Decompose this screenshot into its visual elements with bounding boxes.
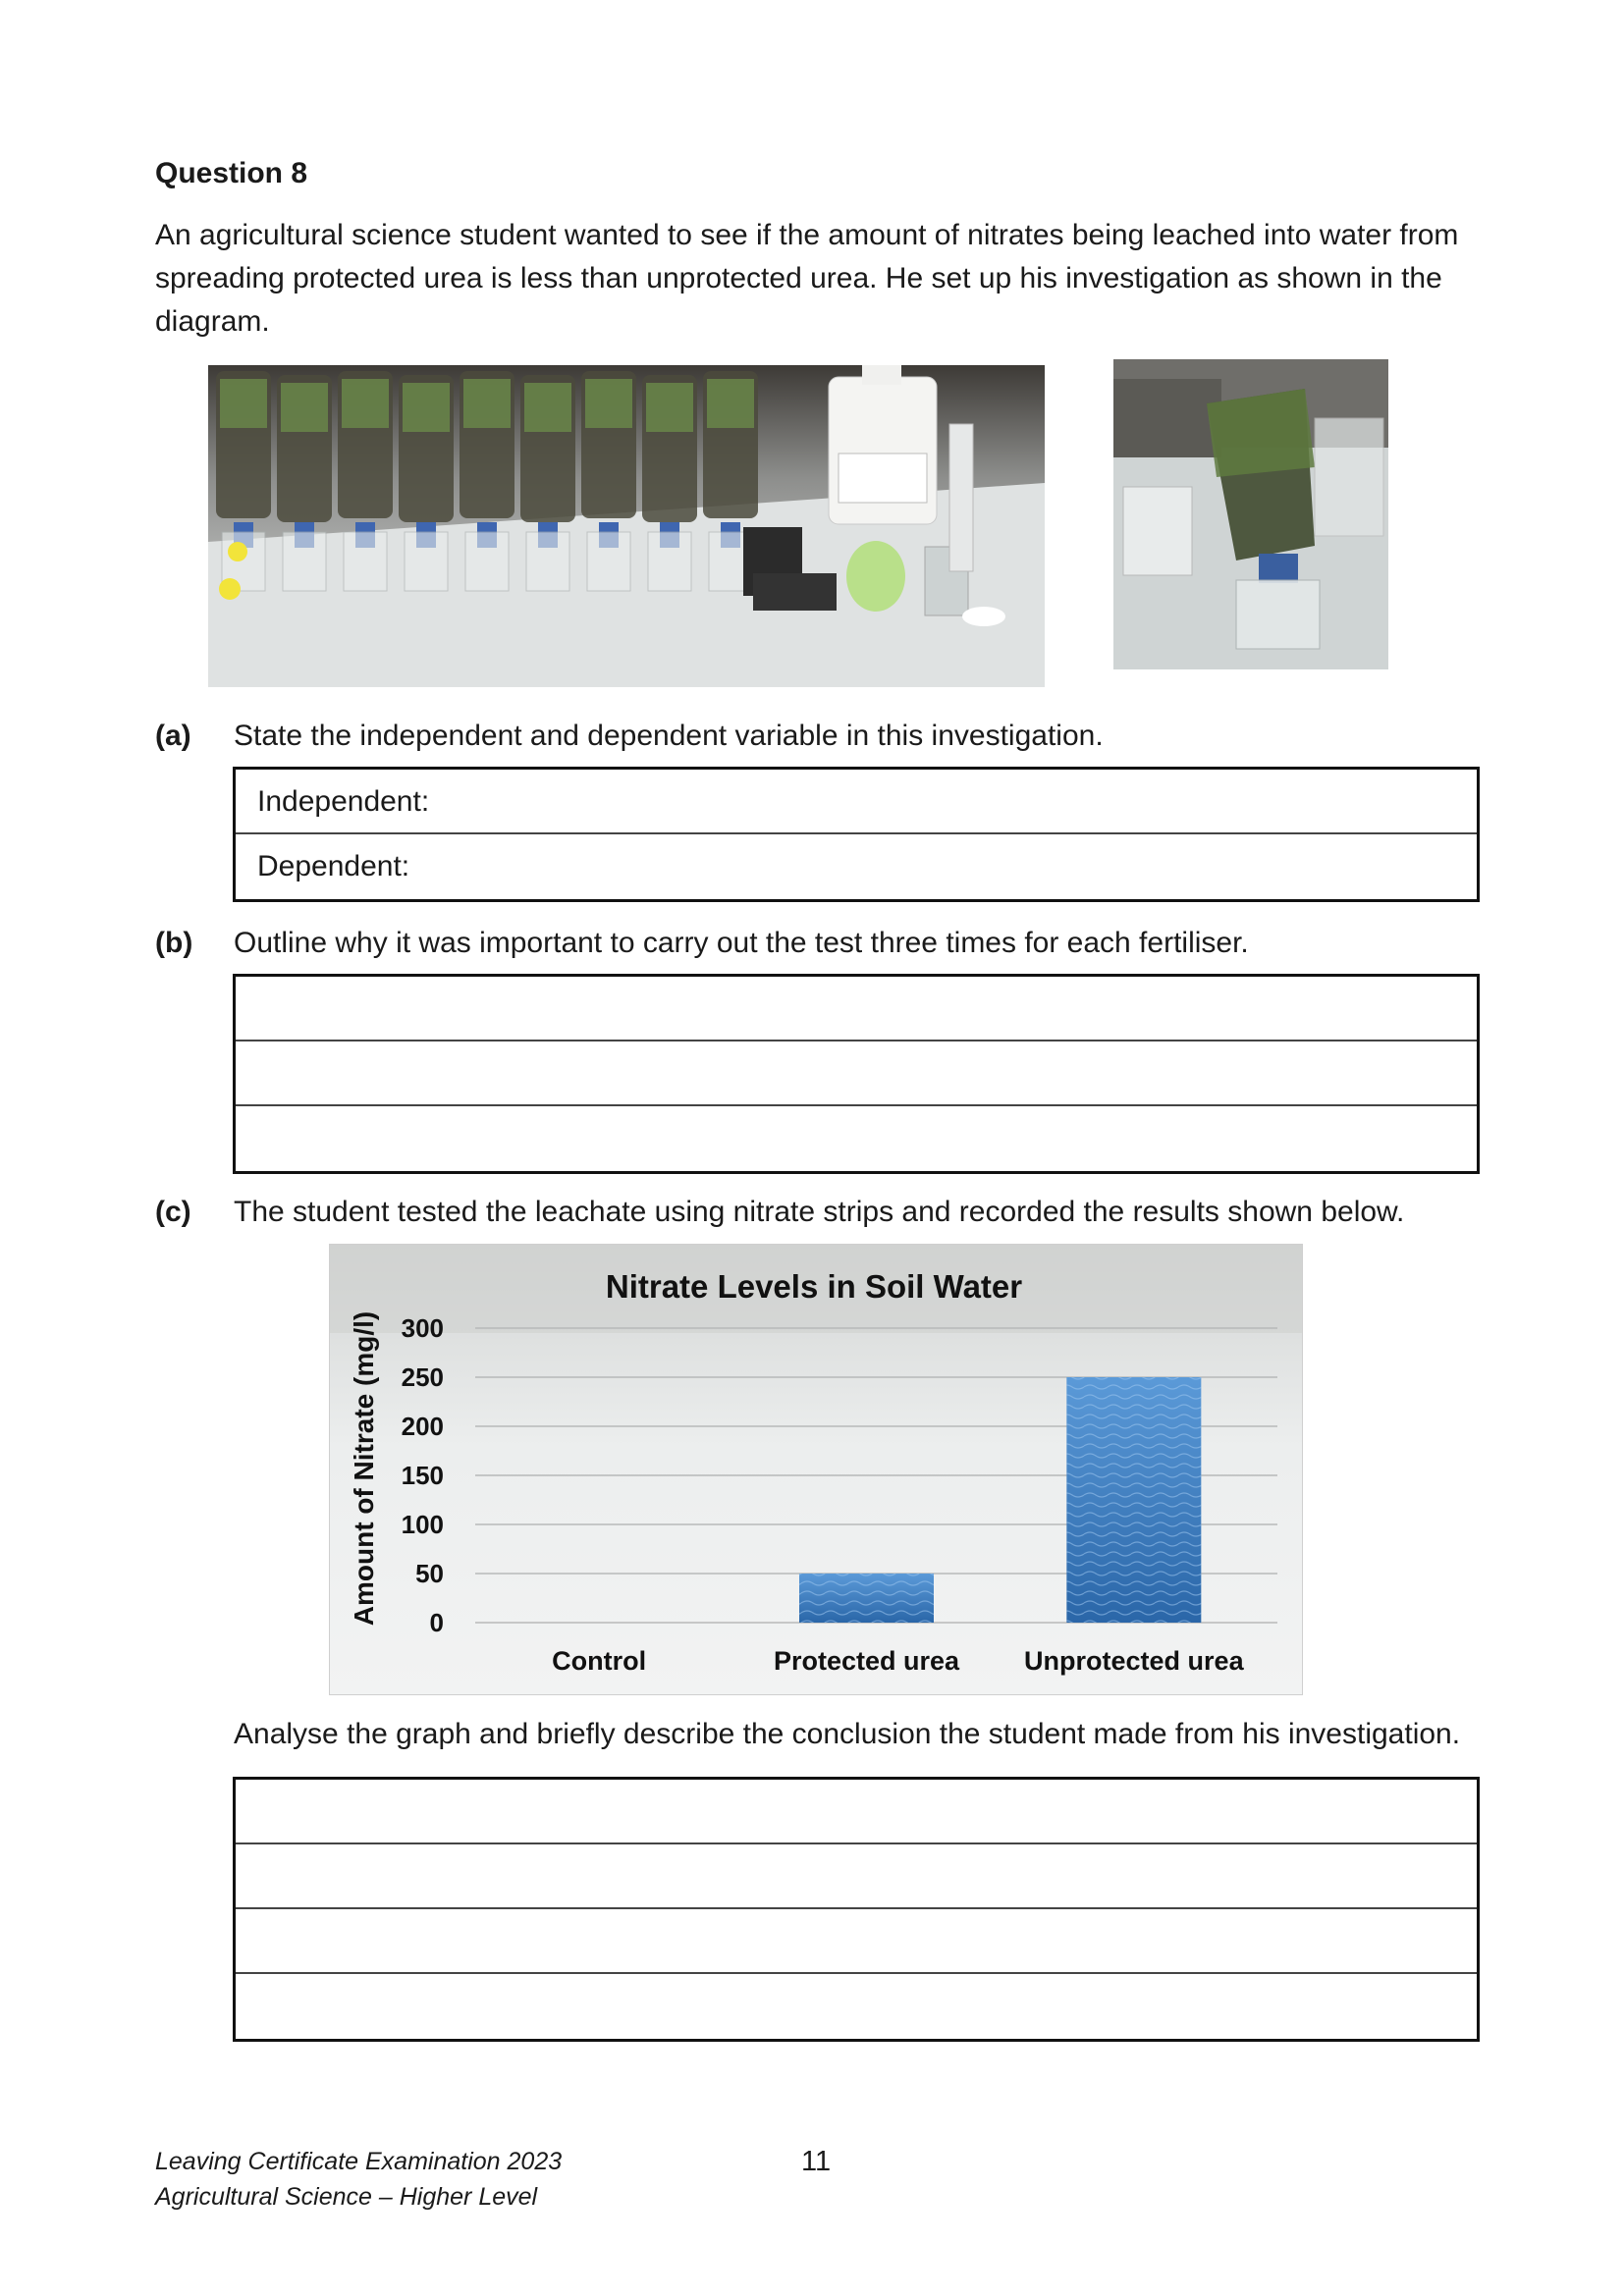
y-tick-label: 200 [401, 1412, 444, 1441]
footer-subject-level: Agricultural Science – Higher Level [155, 2183, 538, 2211]
independent-variable-row[interactable]: Independent: [236, 770, 1477, 834]
collection-cup [526, 532, 569, 591]
part-a-question: State the independent and dependent variable in this investigation. [234, 720, 1104, 752]
answer-line[interactable] [236, 1780, 1477, 1844]
part-a-label: (a) [155, 720, 191, 752]
part-b-answer-box[interactable] [233, 974, 1480, 1174]
collection-cup [344, 532, 387, 591]
part-c-analyse-prompt: Analyse the graph and briefly describe the conclusion the student made from his investigation. [234, 1718, 1461, 1750]
single-bottle-photo [1113, 359, 1388, 669]
part-b-label: (b) [155, 927, 193, 959]
x-category-label: Protected urea [773, 1646, 960, 1676]
dependent-variable-row[interactable]: Dependent: [257, 850, 410, 882]
experiment-setup-illustration [208, 365, 1045, 687]
grass-layer [463, 379, 511, 428]
collection-cup [405, 532, 448, 591]
grass-layer [220, 379, 267, 428]
collection-cup [465, 532, 509, 591]
answer-line[interactable] [236, 1106, 1477, 1171]
question-intro: An agricultural science student wanted to see if the amount of nitrates being leached into water from spreading protected urea is less than unprotected urea. He set up his investigation as shown in the diagram. [155, 219, 1459, 338]
nitrate-chart-svg [330, 1245, 1302, 1694]
single-bottle-illustration [1113, 359, 1388, 669]
question-title: Question 8 [155, 157, 308, 189]
y-tick-label: 0 [429, 1608, 444, 1637]
part-c-answer-box[interactable] [233, 1777, 1480, 2042]
grass-layer [707, 379, 754, 428]
y-axis-title: Amount of Nitrate (mg/l) [349, 1310, 379, 1627]
grass-layer [646, 383, 693, 432]
y-tick-label: 300 [401, 1313, 444, 1343]
part-a-answer-box[interactable] [233, 767, 1480, 902]
page-number: 11 [801, 2146, 832, 2177]
grass-layer [585, 379, 632, 428]
y-tick-label: 50 [415, 1559, 444, 1588]
y-tick-label: 150 [401, 1461, 444, 1490]
answer-line[interactable] [236, 977, 1477, 1041]
part-b-question: Outline why it was important to carry out the test three times for each fertiliser. [234, 927, 1249, 959]
part-c-label: (c) [155, 1196, 191, 1228]
experiment-setup-photo [208, 365, 1045, 687]
footer-exam-name: Leaving Certificate Examination 2023 [155, 2148, 563, 2175]
y-tick-label: 100 [401, 1510, 444, 1539]
grass-layer [281, 383, 328, 432]
collection-cup [648, 532, 691, 591]
grass-layer [403, 383, 450, 432]
collection-cup [283, 532, 326, 591]
grass-layer [342, 379, 389, 428]
bar-texture [1066, 1377, 1201, 1623]
answer-line[interactable] [236, 1041, 1477, 1106]
x-category-label: Unprotected urea [1024, 1646, 1244, 1676]
grass-layer [524, 383, 571, 432]
x-category-label: Control [552, 1646, 647, 1676]
nitrate-chart [329, 1244, 1303, 1695]
y-tick-label: 250 [401, 1362, 444, 1392]
chart-title: Nitrate Levels in Soil Water [605, 1268, 1023, 1305]
part-c-question: The student tested the leachate using nitrate strips and recorded the results shown below. [234, 1196, 1405, 1228]
answer-line[interactable] [236, 1909, 1477, 1974]
answer-line[interactable] [236, 1974, 1477, 2039]
bar-texture [799, 1574, 934, 1623]
collection-cup [587, 532, 630, 591]
answer-line[interactable] [236, 1844, 1477, 1909]
